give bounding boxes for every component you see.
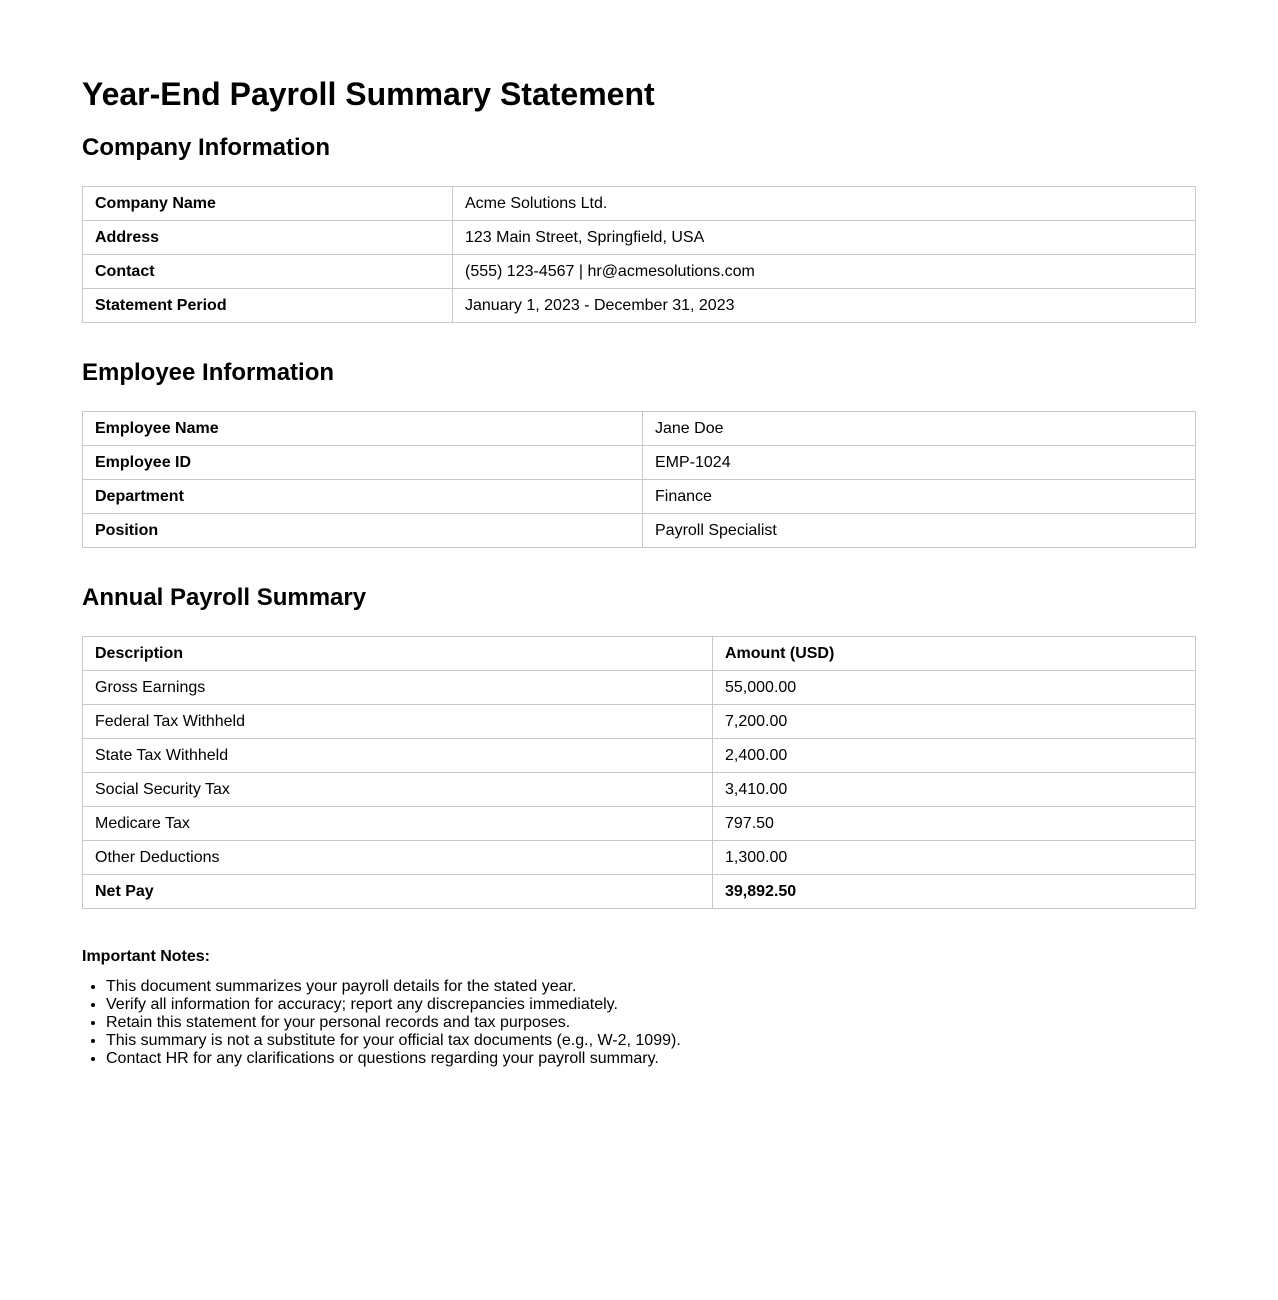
- statement-period-value: January 1, 2023 - December 31, 2023: [453, 289, 1196, 323]
- table-row: [83, 221, 1196, 255]
- table-row: [83, 514, 1196, 548]
- table-header-row: [83, 637, 1196, 671]
- list-item: • Contact HR for any clarifications or questions regarding your payroll summary.: [106, 1050, 681, 1068]
- address-label: Address: [83, 221, 453, 255]
- table-row: [83, 671, 1196, 705]
- table-row: [83, 255, 1196, 289]
- net-pay-row: [83, 875, 1196, 909]
- company-name-value: Acme Solutions Ltd.: [453, 187, 1196, 221]
- table-row: [83, 187, 1196, 221]
- company-info-table: [82, 186, 1196, 323]
- row-description: Medicare Tax: [83, 807, 713, 841]
- employee-id-value: EMP-1024: [643, 446, 1196, 480]
- table-row: [83, 446, 1196, 480]
- company-name-label: Company Name: [83, 187, 453, 221]
- description-column-header: Description: [83, 637, 713, 671]
- table-row: [83, 841, 1196, 875]
- employee-info-table: [82, 411, 1196, 548]
- department-label: Department: [83, 480, 643, 514]
- row-description: Federal Tax Withheld: [83, 705, 713, 739]
- list-item: • This summary is not a substitute for your official tax documents (e.g., W-2, 1099).: [106, 1032, 681, 1050]
- row-amount: 3,410.00: [713, 773, 1196, 807]
- row-description: State Tax Withheld: [83, 739, 713, 773]
- employee-id-label: Employee ID: [83, 446, 643, 480]
- table-row: [83, 773, 1196, 807]
- table-row: [83, 739, 1196, 773]
- contact-label: Contact: [83, 255, 453, 289]
- net-pay-label: Net Pay: [83, 875, 713, 909]
- important-notes-list: [82, 978, 681, 1068]
- list-item: • This document summarizes your payroll details for the stated year.: [106, 978, 681, 996]
- row-description: Other Deductions: [83, 841, 713, 875]
- payroll-summary-heading: Annual Payroll Summary: [82, 584, 367, 611]
- amount-column-header: Amount (USD): [713, 637, 1196, 671]
- position-label: Position: [83, 514, 643, 548]
- row-amount: 797.50: [713, 807, 1196, 841]
- payroll-summary-table: [82, 636, 1196, 909]
- employee-name-value: Jane Doe: [643, 412, 1196, 446]
- row-amount: 7,200.00: [713, 705, 1196, 739]
- address-value: 123 Main Street, Springfield, USA: [453, 221, 1196, 255]
- employee-name-label: Employee Name: [83, 412, 643, 446]
- department-value: Finance: [643, 480, 1196, 514]
- list-item: • Verify all information for accuracy; report any discrepancies immediately.: [106, 996, 681, 1014]
- row-description: Social Security Tax: [83, 773, 713, 807]
- table-row: [83, 480, 1196, 514]
- position-value: Payroll Specialist: [643, 514, 1196, 548]
- table-row: [83, 412, 1196, 446]
- row-amount: 1,300.00: [713, 841, 1196, 875]
- row-description: Gross Earnings: [83, 671, 713, 705]
- row-amount: 55,000.00: [713, 671, 1196, 705]
- statement-period-label: Statement Period: [83, 289, 453, 323]
- table-row: [83, 289, 1196, 323]
- list-item: • Retain this statement for your personal records and tax purposes.: [106, 1014, 681, 1032]
- net-pay-amount: 39,892.50: [713, 875, 1196, 909]
- company-info-heading: Company Information: [82, 134, 331, 161]
- contact-value: (555) 123-4567 | hr@acmesolutions.com: [453, 255, 1196, 289]
- table-row: [83, 705, 1196, 739]
- important-notes-title: Important Notes:: [82, 948, 210, 965]
- page-title: Year-End Payroll Summary Statement: [82, 76, 655, 112]
- row-amount: 2,400.00: [713, 739, 1196, 773]
- employee-info-heading: Employee Information: [82, 359, 335, 386]
- table-row: [83, 807, 1196, 841]
